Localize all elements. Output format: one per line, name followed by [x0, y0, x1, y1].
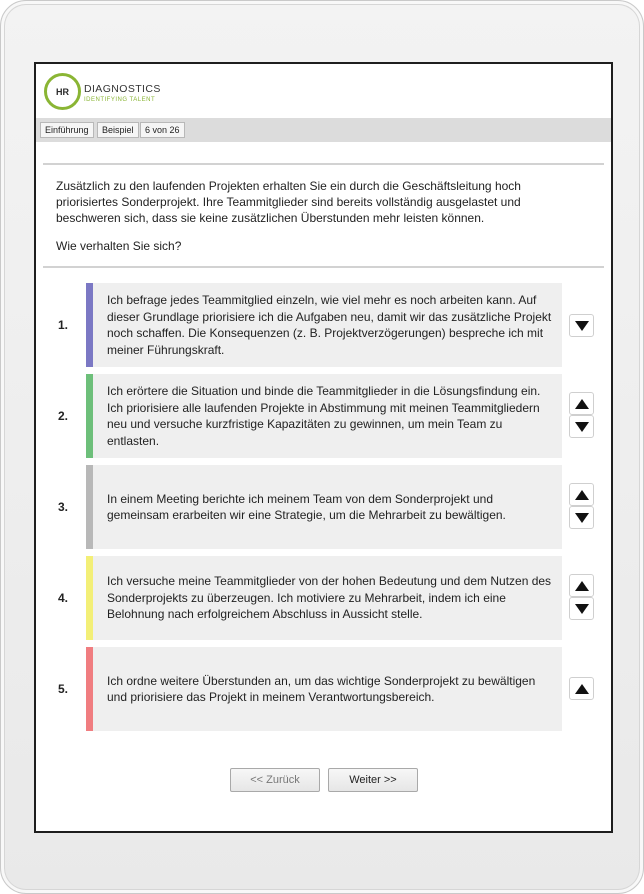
- arrow-down-icon: [575, 513, 589, 523]
- answer-item: [36, 647, 611, 731]
- move-up-button[interactable]: [569, 392, 594, 415]
- move-down-button[interactable]: [569, 415, 594, 438]
- answer-card[interactable]: [86, 647, 562, 731]
- answer-item: [36, 374, 611, 458]
- arrow-down-icon: [575, 422, 589, 432]
- answer-text: Ich versuche meine Teammitglieder von der hohen Bedeutung und dem Nutzen des Sonderprojekts zu überzeugen. Ich motiviere zu Mehrarbeit, indem ich eine Belohnung nach erfolgreichem Abschluss in Aussicht stelle.: [107, 574, 552, 622]
- move-down-button[interactable]: [569, 597, 594, 620]
- answer-arrows: [569, 647, 594, 731]
- answer-rank: 1.: [58, 318, 69, 332]
- answer-rank: 4.: [58, 591, 69, 605]
- next-button[interactable]: Weiter >>: [328, 768, 418, 792]
- question-text: Zusätzlich zu den laufenden Projekten erhalten Sie ein durch die Geschäftsleitung hoch priorisiertes Sonderprojekt. Ihre Teammitglieder sind bereits vollständig ausgelastet und beschweren sich, dass sie keine zusätzlichen Überstunden mehr leisten können.: [56, 179, 521, 225]
- logo-name: DIAGNOSTICS: [84, 83, 161, 95]
- answer-card[interactable]: [86, 556, 562, 640]
- answer-card[interactable]: [86, 465, 562, 549]
- arrow-up-icon: [575, 399, 589, 409]
- answer-card[interactable]: [86, 283, 562, 367]
- answer-rank: 2.: [58, 409, 69, 423]
- logo-ring-icon: [44, 73, 81, 110]
- question-prompt: Wie verhalten Sie sich?: [56, 239, 182, 253]
- move-up-button[interactable]: [569, 574, 594, 597]
- question-divider: [43, 266, 604, 268]
- back-button[interactable]: << Zurück: [230, 768, 320, 792]
- answer-item: [36, 556, 611, 640]
- answer-text: Ich ordne weitere Überstunden an, um das wichtige Sonderprojekt zu bewältigen und priorisiere das Projekt in meinem Verantwortungsbereich.: [107, 673, 536, 704]
- answer-arrows: [569, 556, 594, 640]
- logo-mark: HR: [56, 86, 69, 97]
- move-down-button[interactable]: [569, 506, 594, 529]
- top-divider: [43, 163, 604, 165]
- arrow-down-icon: [575, 604, 589, 614]
- answer-card[interactable]: [86, 374, 562, 458]
- answer-item: [36, 283, 611, 367]
- answer-arrows: [569, 283, 594, 367]
- move-down-button[interactable]: [569, 314, 594, 337]
- answer-rank: 3.: [58, 500, 69, 514]
- answer-item: [36, 465, 611, 549]
- hr-diagnostics-logo: [44, 73, 204, 111]
- answer-text: In einem Meeting berichte ich meinem Team von dem Sonderprojekt und gemeinsam erarbeiten wir eine Strategie, um die Mehrarbeit zu bewältigen.: [107, 491, 506, 522]
- intro-tab[interactable]: Einführung: [40, 122, 94, 138]
- answer-text: Ich befrage jedes Teammitglied einzeln, wie viel mehr es noch arbeiten kann. Auf dieser Grundlage priorisiere ich die Aufgaben neu, damit wir das zusätzliche Projekt noch schaffen. Die Konsequenzen (z. B. Projektverzögerungen) bespreche ich mit meiner Führungskraft.: [107, 293, 552, 357]
- arrow-down-icon: [575, 321, 589, 331]
- move-up-button[interactable]: [569, 677, 594, 700]
- example-tab[interactable]: Beispiel: [97, 122, 139, 138]
- nav-bar: [36, 118, 611, 142]
- answer-arrows: [569, 465, 594, 549]
- app-screen: [34, 62, 613, 833]
- move-up-button[interactable]: [569, 483, 594, 506]
- answer-rank: 5.: [58, 682, 69, 696]
- arrow-up-icon: [575, 684, 589, 694]
- arrow-up-icon: [575, 490, 589, 500]
- answer-arrows: [569, 374, 594, 458]
- logo-tagline: IDENTIFYING TALENT: [84, 97, 156, 103]
- arrow-up-icon: [575, 581, 589, 591]
- answer-text: Ich erörtere die Situation und binde die Teammitglieder in die Lösungsfindung ein. Ich priorisiere alle laufenden Projekte in Abstimmung mit meinen Teammitgliedern neu und versuche kurzfristige Kapazitäten zu gewinnen, um mein Team zu entlasten.: [107, 384, 541, 448]
- progress-indicator: 6 von 26: [140, 122, 185, 138]
